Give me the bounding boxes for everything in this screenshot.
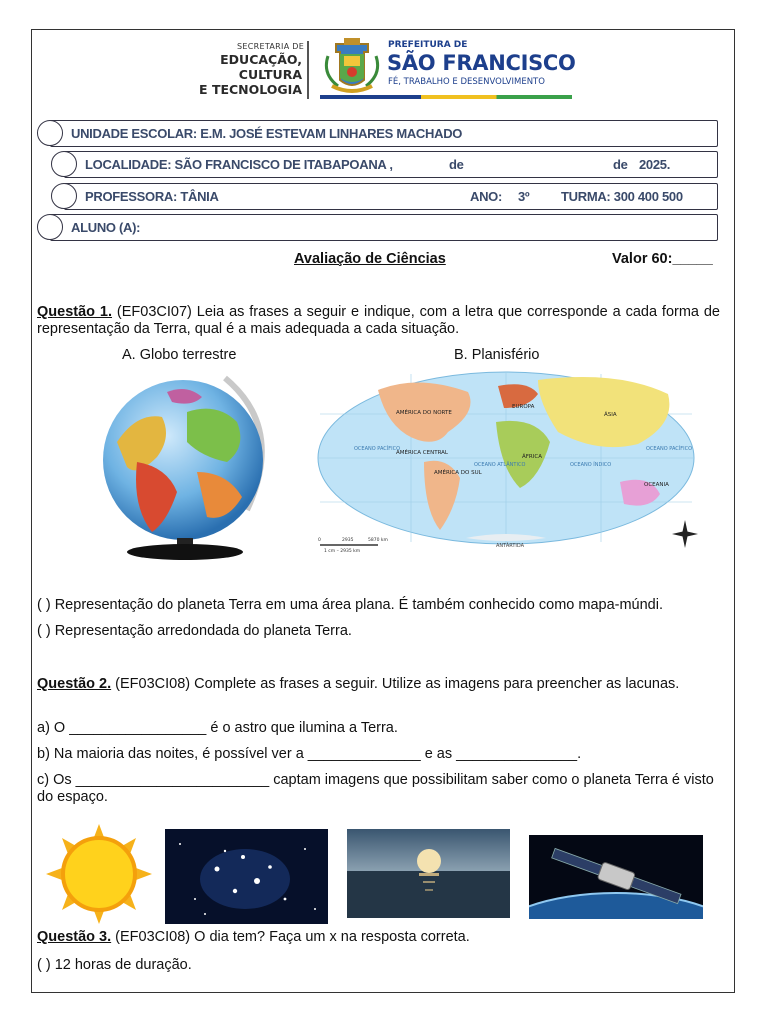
moon-over-sea-image — [347, 829, 510, 918]
q3-label: Questão 3. — [37, 929, 112, 945]
turma-text: TURMA: 300 400 500 — [561, 189, 683, 204]
prefeitura-small-text: PREFEITURA DE — [388, 40, 468, 50]
ano-label: ANO: — [470, 189, 503, 204]
date-de-2: de — [613, 157, 628, 172]
prefeitura-title: SÃO FRANCISCO — [387, 51, 576, 75]
row-unidade — [50, 120, 718, 147]
map-label-eu: EUROPA — [512, 404, 535, 410]
map-scale-2: 5870 km — [368, 538, 388, 543]
row-localidade — [64, 151, 718, 178]
map-label-an: ANTÁRTIDA — [496, 543, 525, 549]
map-label-oi: OCEANO ÍNDICO — [570, 462, 612, 468]
map-label-af: ÁFRICA — [522, 454, 542, 460]
q3-item-1: ( ) 12 horas de duração. — [37, 957, 192, 973]
row-circle — [51, 183, 77, 209]
q1-item-2: ( ) Representação arredondada do planeta Terra. — [37, 623, 352, 639]
world-map-image — [316, 370, 702, 554]
q2-item-a: a) O _________________ é o astro que ilumina a Terra. — [37, 720, 398, 736]
row-circle — [37, 214, 63, 240]
map-label-oc: OCEANIA — [644, 482, 669, 488]
globe-image — [97, 372, 287, 560]
map-label-na: AMÉRICA DO NORTE — [396, 410, 452, 416]
q1-item-1: ( ) Representação do planeta Terra em uma área plana. É também conhecido como mapa-múndi. — [37, 597, 663, 613]
map-label-op2: OCEANO PACÍFICO — [646, 446, 693, 452]
date-de-1: de — [449, 157, 464, 172]
q2-label: Questão 2. — [37, 676, 112, 692]
professora-text: PROFESSORA: TÂNIA — [85, 189, 219, 204]
map-label-sa: AMÉRICA DO SUL — [434, 470, 482, 476]
date-year: 2025. — [639, 157, 671, 172]
secretaria-line-1: EDUCAÇÃO, — [220, 52, 302, 67]
q1-label: Questão 1. — [37, 304, 113, 320]
q2-item-c: c) Os ________________________ captam imagens que possibilitam saber como o planeta Terra é visto do espaço. — [37, 772, 714, 805]
aluno-text: ALUNO (A): — [71, 220, 141, 235]
map-scale-0: 0 — [318, 538, 321, 543]
municipal-coat-of-arms-icon — [322, 36, 382, 94]
q2-statement — [37, 676, 720, 693]
page-title: Avaliação de Ciências — [294, 251, 446, 267]
valor-text: Valor 60:_____ — [612, 251, 713, 267]
map-label-ca: AMÉRICA CENTRAL — [396, 450, 448, 456]
satellite-image — [529, 835, 703, 919]
logo-separator — [307, 41, 309, 99]
ano-value: 3º — [518, 189, 530, 204]
q1-statement — [37, 304, 720, 338]
logo-stripe — [320, 95, 572, 99]
q1-option-a: A. Globo terrestre — [122, 347, 237, 363]
secretaria-logo-text — [198, 52, 302, 97]
q1-option-b: B. Planisfério — [454, 347, 540, 363]
row-circle — [37, 120, 63, 146]
q3-statement — [37, 929, 470, 946]
compass-rose-icon — [670, 518, 700, 552]
secretaria-line-2: CULTURA — [238, 67, 302, 82]
q3-text: (EF03CI08) O dia tem? Faça um x na resposta correta. — [115, 929, 470, 945]
q2-item-b: b) Na maioria das noites, é possível ver a ______________ e as _______________. — [37, 746, 582, 762]
map-label-oa: OCEANO ATLÂNTICO — [474, 462, 526, 468]
secretaria-small-text: SECRETARIA DE — [237, 42, 305, 51]
q1-text: (EF03CI07) Leia as frases a seguir e indique, com a letra que corresponde a cada forma de representação da Terra, qual é a mais adequada a cada situação. — [37, 304, 721, 337]
map-label-op1: OCEANO PACÍFICO — [354, 446, 401, 452]
stars-image — [165, 829, 328, 924]
localidade-text: LOCALIDADE: SÃO FRANCISCO DE ITABAPOANA , — [85, 157, 393, 172]
sun-image — [46, 824, 152, 924]
map-scale-1: 2935 — [342, 538, 354, 543]
row-aluno — [50, 214, 718, 241]
map-scale-note: 1 cm – 2935 km — [324, 549, 361, 554]
prefeitura-slogan: FÉ, TRABALHO E DESENVOLVIMENTO — [388, 77, 545, 87]
secretaria-line-3: E TECNOLOGIA — [199, 82, 302, 97]
row-professora — [64, 183, 718, 210]
row-circle — [51, 151, 77, 177]
map-label-as: ÁSIA — [604, 412, 617, 418]
unidade-text: UNIDADE ESCOLAR: E.M. JOSÉ ESTEVAM LINHARES MACHADO — [71, 126, 463, 141]
q2-text: (EF03CI08) Complete as frases a seguir. Utilize as imagens para preencher as lacunas. — [115, 676, 680, 692]
